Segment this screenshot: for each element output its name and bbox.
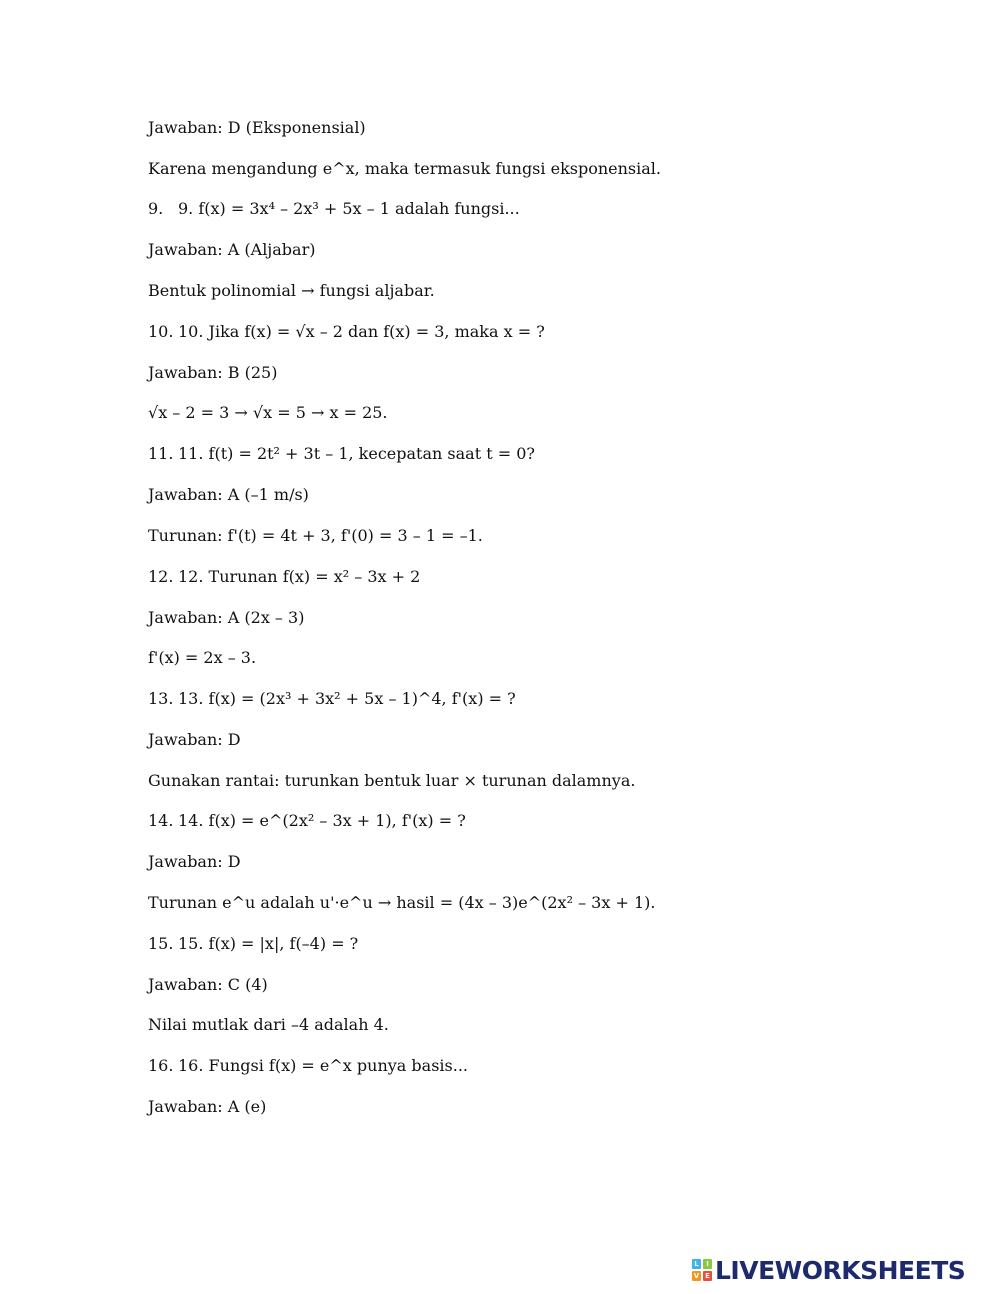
question-text: 10. Jika f(x) = √x – 2 dan f(x) = 3, maka x = ? bbox=[178, 321, 545, 341]
explanation-line: Gunakan rantai: turunkan bentuk luar × turunan dalamnya. bbox=[148, 770, 636, 790]
question-number: 11. bbox=[148, 444, 174, 464]
explanation-line: Bentuk polinomial → fungsi aljabar. bbox=[148, 281, 435, 301]
answer-line: Jawaban: C (4) bbox=[148, 974, 268, 994]
logo-text: LIVEWORKSHEETS bbox=[715, 1255, 966, 1285]
question-text: 12. Turunan f(x) = x² – 3x + 2 bbox=[178, 566, 421, 586]
worksheet-content bbox=[148, 118, 968, 1138]
question-11 bbox=[148, 444, 968, 464]
answer-line: Jawaban: A (Aljabar) bbox=[148, 240, 316, 260]
question-text: 13. f(x) = (2x³ + 3x² + 5x – 1)^4, f'(x) = ? bbox=[178, 688, 516, 708]
logo-mark-i: I bbox=[703, 1259, 712, 1269]
explanation-line: Nilai mutlak dari –4 adalah 4. bbox=[148, 1015, 389, 1035]
question-number: 10. bbox=[148, 321, 174, 341]
logo-mark-v: V bbox=[693, 1272, 700, 1280]
question-number: 12. bbox=[148, 566, 174, 586]
question-text: 14. f(x) = e^(2x² – 3x + 1), f'(x) = ? bbox=[178, 811, 466, 831]
question-12 bbox=[148, 567, 968, 587]
question-10 bbox=[148, 322, 968, 342]
question-14 bbox=[148, 811, 968, 831]
question-13 bbox=[148, 689, 968, 709]
question-text: 16. Fungsi f(x) = e^x punya basis... bbox=[178, 1056, 468, 1075]
answer-line: Jawaban: D bbox=[148, 852, 241, 872]
question-9 bbox=[148, 199, 968, 219]
answer-line: Jawaban: A (e) bbox=[148, 1097, 267, 1116]
logo-mark-l: L bbox=[692, 1259, 701, 1269]
question-text: 15. f(x) = |x|, f(–4) = ? bbox=[178, 933, 359, 953]
question-16 bbox=[148, 1056, 968, 1076]
answer-line: Jawaban: A (2x – 3) bbox=[148, 607, 305, 627]
answer-line: Jawaban: D bbox=[148, 729, 241, 749]
answer-line: Jawaban: A (–1 m/s) bbox=[148, 485, 309, 505]
logo-mark-e: E bbox=[703, 1271, 712, 1281]
question-text: 9. f(x) = 3x⁴ – 2x³ + 5x – 1 adalah fungsi... bbox=[178, 199, 520, 219]
answer-line: Jawaban: B (25) bbox=[148, 362, 278, 382]
explanation-line: Karena mengandung e^x, maka termasuk fungsi eksponensial. bbox=[148, 158, 661, 178]
logo-mark-icon bbox=[692, 1259, 712, 1281]
answer-line: Jawaban: D (Eksponensial) bbox=[148, 118, 366, 137]
question-number: 13. bbox=[148, 688, 174, 708]
explanation-line: Turunan: f'(t) = 4t + 3, f'(0) = 3 – 1 = –1. bbox=[148, 525, 483, 545]
explanation-line: √x – 2 = 3 → √x = 5 → x = 25. bbox=[148, 403, 388, 423]
explanation-line: Turunan e^u adalah u'·e^u → hasil = (4x – 3)e^(2x² – 3x + 1). bbox=[148, 892, 656, 912]
question-number: 9. bbox=[148, 199, 164, 219]
question-number: 16. bbox=[148, 1056, 174, 1075]
liveworksheets-logo[interactable] bbox=[692, 1256, 965, 1284]
question-number: 15. bbox=[148, 933, 174, 953]
question-text: 11. f(t) = 2t² + 3t – 1, kecepatan saat t = 0? bbox=[178, 444, 535, 464]
question-number: 14. bbox=[148, 811, 174, 831]
question-15 bbox=[148, 934, 968, 954]
explanation-line: f'(x) = 2x – 3. bbox=[148, 648, 257, 668]
